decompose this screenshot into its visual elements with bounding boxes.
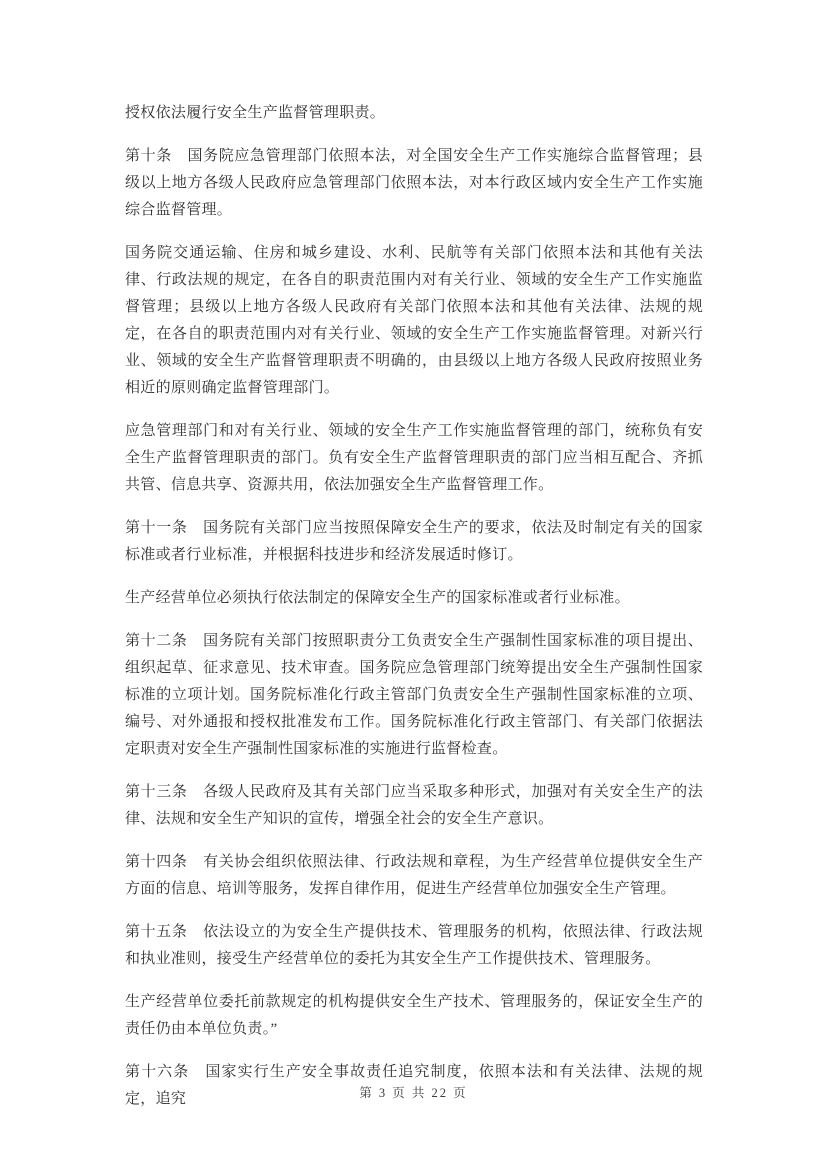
paragraph: 第十六条 国家实行生产安全事故责任追究制度，依照本法和有关法律、法规的规定，追究 — [125, 1064, 703, 1107]
paragraph: 第十二条 国务院有关部门按照职责分工负责安全生产强制性国家标准的项目提出、组织起草、征求意见、技术审查。国务院应急管理部门统筹提出安全生产强制性国家标准的立项计划。国务院标准化行政主管部门负责安全生产强制性国家标准的立项、编号、对外通报和授权批准发布工作。国务院标准化行政主管部门、有关部门依据法定职责对安全生产强制性国家标准的实施进行监督检查。 — [125, 633, 703, 757]
paragraph: 第十一条 国务院有关部门应当按照保障安全生产的要求，依法及时制定有关的国家标准或者行业标准，并根据科技进步和经济发展适时修订。 — [125, 520, 703, 563]
paragraph: 授权依法履行安全生产监督管理职责。 — [125, 105, 386, 121]
paragraph: 生产经营单位委托前款规定的机构提供安全生产技术、管理服务的，保证安全生产的责任仍由本单位负责。” — [125, 994, 703, 1037]
paragraph: 第十五条 依法设立的为安全生产提供技术、管理服务的机构，依照法律、行政法规和执业准则，接受生产经营单位的委托为其安全生产工作提供技术、管理服务。 — [125, 924, 703, 967]
paragraph: 第十三条 各级人民政府及其有关部门应当采取多种形式，加强对有关安全生产的法律、法规和安全生产知识的宣传，增强全社会的安全生产意识。 — [125, 784, 703, 827]
paragraph: 国务院交通运输、住房和城乡建设、水利、民航等有关部门依照本法和其他有关法律、行政法规的规定，在各自的职责范围内对有关行业、领域的安全生产工作实施监督管理；县级以上地方各级人民政府有关部门依照本法和其他有关法律、法规的规定，在各自的职责范围内对有关行业、领域的安全生产工作实施监督管理。对新兴行业、领域的安全生产监督管理职责不明确的，由县级以上地方各级人民政府按照业务相近的原则确定监督管理部门。 — [125, 245, 703, 396]
page-footer — [0, 1083, 827, 1102]
paragraph: 第十四条 有关协会组织依照法律、行政法规和章程，为生产经营单位提供安全生产方面的信息、培训等服务，发挥自律作用，促进生产经营单位加强安全生产管理。 — [125, 854, 703, 897]
paragraph: 应急管理部门和对有关行业、领域的安全生产工作实施监督管理的部门，统称负有安全生产监督管理职责的部门。负有安全生产监督管理职责的部门应当相互配合、齐抓共管、信息共享、资源共用，依法加强安全生产监督管理工作。 — [125, 423, 703, 493]
paragraph: 第十条 国务院应急管理部门依照本法，对全国安全生产工作实施综合监督管理；县级以上地方各级人民政府应急管理部门依照本法，对本行政区域内安全生产工作实施综合监督管理。 — [125, 148, 703, 218]
paragraph: 生产经营单位必须执行依法制定的保障安全生产的国家标准或者行业标准。 — [125, 590, 630, 606]
page-number-label: 第 3 页 共 22 页 — [359, 1086, 468, 1100]
